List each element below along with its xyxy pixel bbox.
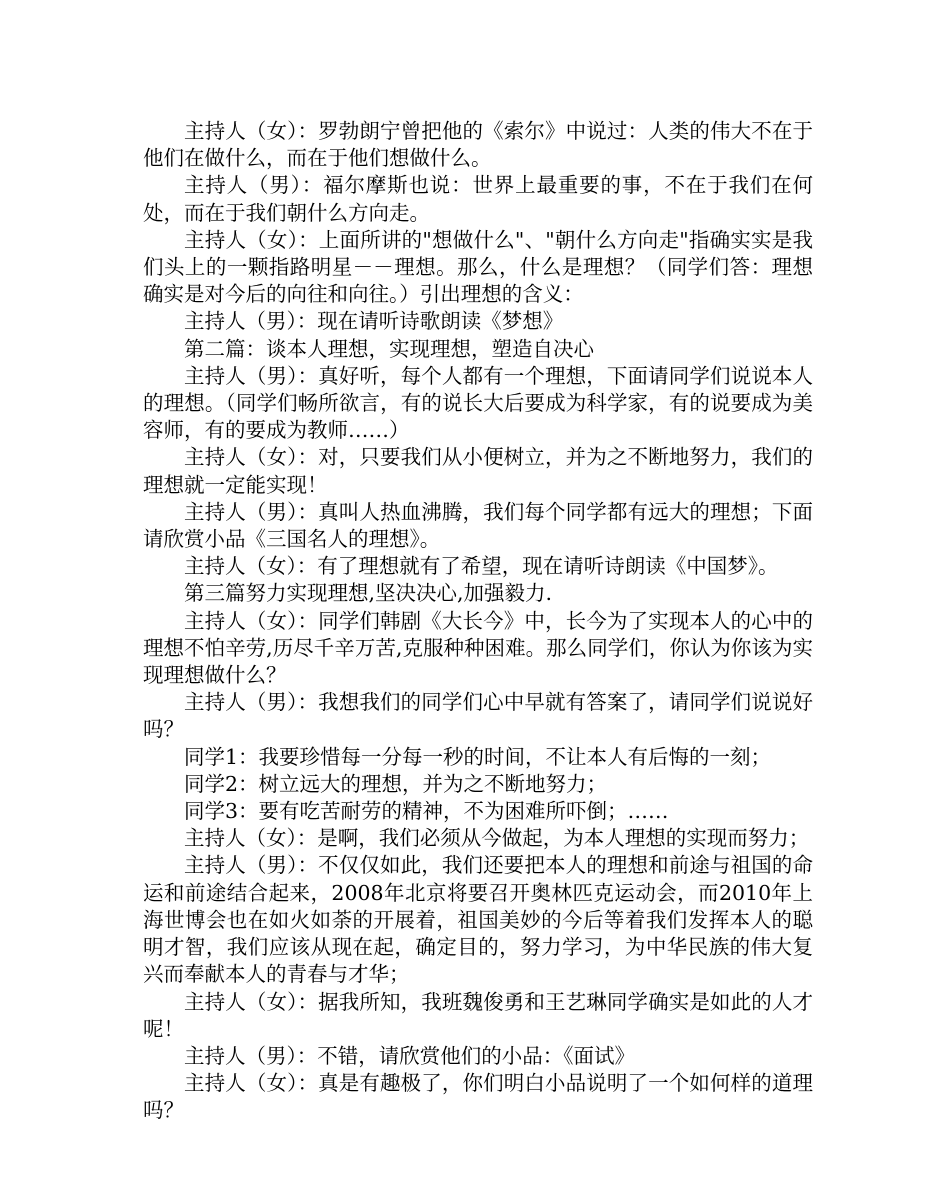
- paragraph-4: 主持人（男）：现在请听诗歌朗读《梦想》: [184, 309, 564, 334]
- document-body: [143, 118, 813, 1125]
- section-heading-2: 第二篇：谈本人理想，实现理想，塑造自决心: [184, 336, 594, 361]
- paragraph-19: 主持人（男）：不错，请欣赏他们的小品：《面试》: [184, 1043, 635, 1068]
- paragraph-1: 主持人（女）：罗勃朗宁曾把他的《索尔》中说过：人类的伟大不在于他们在做什么，而在于他们想做什么。: [143, 119, 813, 171]
- paragraph-17: 主持人（男）：不仅仅如此，我们还要把本人的理想和前途与祖国的命运和前途结合起来，2008年北京将要召开奥林匹克运动会，而2010年上海世博会也在如火如荼的开展着，祖国美妙的今后等着我们发挥本人的聪明才智，我们应该从现在起，确定目的，努力学习，为中华民族的伟大复兴而奉献本人的青春与才华；: [143, 853, 813, 987]
- section-heading-3: 第三篇努力实现理想,坚决决心,加强毅力.: [184, 581, 553, 606]
- paragraph-12: 主持人（男）：我想我们的同学们心中早就有答案了，请同学们说说好吗？: [143, 690, 813, 742]
- paragraph-6: 主持人（男）：真好听，每个人都有一个理想，下面请同学们说说本人的理想。（同学们畅所欲言，有的说长大后要成为科学家，有的说要成为美容师，有的要成为教师……）: [143, 363, 813, 443]
- paragraph-15: 同学3：要有吃苦耐劳的精神，不为困难所吓倒；……: [184, 799, 669, 824]
- paragraph-8: 主持人（男）：真叫人热血沸腾，我们每个同学都有远大的理想；下面请欣赏小品《三国名人的理想》。: [143, 499, 813, 552]
- paragraph-3: 主持人（女）：上面所讲的"想做什么"、"朝什么方向走"指确实实是我们头上的一颗指路明星－－理想。那么，什么是理想？（同学们答：理想确实是对今后的向往和向往。）引出理想的含义：: [143, 227, 813, 307]
- paragraph-11: 主持人（女）：同学们韩剧《大长今》中，长今为了实现本人的心中的理想不怕辛劳,历尽千辛万苦,克服种种困难。那么同学们，你认为你该为实现理想做什么？: [143, 608, 813, 688]
- paragraph-9: 主持人（女）：有了理想就有了希望，现在请听诗朗读《中国梦》。: [184, 554, 779, 579]
- paragraph-18: 主持人（女）：据我所知，我班魏俊勇和王艺琳同学确实是如此的人才呢！: [143, 989, 813, 1041]
- paragraph-16: 主持人（女）：是啊，我们必须从今做起，为本人理想的实现而努力；: [184, 826, 810, 851]
- paragraph-2: 主持人（男）：福尔摩斯也说：世界上最重要的事，不在于我们在何处，而在于我们朝什么方向走。: [143, 173, 813, 225]
- paragraph-20: 主持人（女）：真是有趣极了，你们明白小品说明了一个如何样的道理吗？: [143, 1071, 813, 1123]
- paragraph-13: 同学1：我要珍惜每一分每一秒的时间，不让本人有后悔的一刻；: [184, 744, 772, 769]
- paragraph-7: 主持人（女）：对，只要我们从小便树立，并为之不断地努力，我们的理想就一定能实现！: [143, 445, 813, 497]
- paragraph-14: 同学2：树立远大的理想，并为之不断地努力；: [184, 771, 608, 796]
